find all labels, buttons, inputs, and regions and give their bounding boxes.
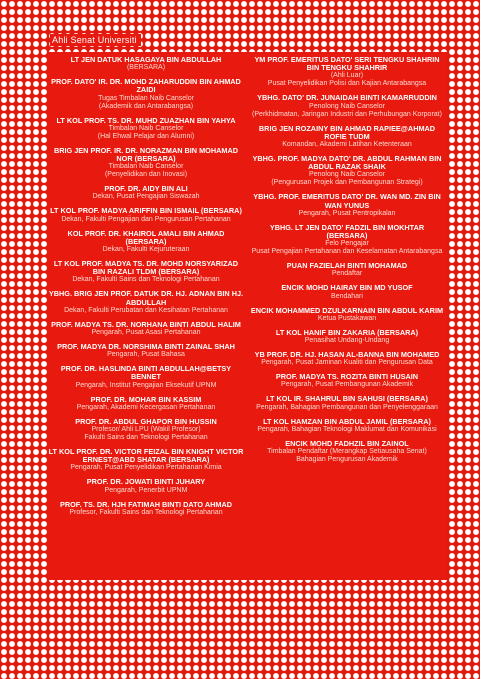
member-role: Komandan, Akademi Latihan Ketenteraan xyxy=(282,141,412,149)
member-role: Felo Pengajar xyxy=(325,240,369,248)
member-name: YBHG. PROF. MADYA DATO' DR. ABDUL RAHMAN BIN ABDUL RAZAK SHAIK xyxy=(252,154,442,172)
member-role: Pengarah, Pusat Penyelidikan Pertahanan Kimia xyxy=(70,464,222,472)
member-entry xyxy=(48,478,244,494)
member-name: PROF. MADYA DR. NORSHIMA BINTI ZAINAL SHAH xyxy=(57,342,235,352)
member-role: Pengarah, Penerbit UPNM xyxy=(104,486,188,494)
member-entry xyxy=(249,193,445,217)
member-entry xyxy=(48,343,244,359)
member-name: YBHG. LT JEN DATO' FADZIL BIN MOKHTAR (BERSARA) xyxy=(269,222,425,241)
member-role: (Pengurusan Projek dan Pembangunan Strategi) xyxy=(271,179,423,187)
member-name: LT KOL PROF. TS. DR. MUHD ZUAZHAN BIN YAHYA xyxy=(56,115,236,125)
member-entry xyxy=(48,230,244,254)
member-entry xyxy=(48,56,244,72)
member-name: YBHG. DATO' DR. JUNAIDAH BINTI KAMARRUDDIN xyxy=(257,93,437,103)
right-column xyxy=(249,56,445,470)
member-role: (Perkhidmatan, Jaringan Industri dan Perhubungan Korporat) xyxy=(252,110,442,118)
member-entry xyxy=(48,290,244,314)
member-name: PROF. DR. MOHAR BIN KASSIM xyxy=(90,394,202,404)
member-role: (Akademik dan Antarabangsa) xyxy=(98,102,194,110)
left-column xyxy=(48,56,244,523)
member-entry xyxy=(249,351,445,367)
member-role: Timbalan Naib Canselor xyxy=(108,124,184,132)
member-role: Pengarah, Institut Pengajian Eksekutif UPNM xyxy=(75,381,217,389)
member-role: (Ahli Luar) xyxy=(330,72,364,80)
member-role: Pusat Penyelidikan Polisi dan Kajian Antarabangsa xyxy=(267,80,427,88)
member-name: LT KOL IR. SHAHRUL BIN SAHUSI (BERSARA) xyxy=(266,394,428,404)
member-role: Ketua Pustakawan xyxy=(317,314,377,322)
member-name: ENCIK MOHAMMED DZULKARNAIN BIN ABDUL KARIM xyxy=(250,305,444,315)
member-role: Penasihat Undang-Undang xyxy=(304,337,390,345)
member-entry xyxy=(48,396,244,412)
member-name: PROF. DR. HASLINDA BINTI ABDULLAH@BETSY BENNET xyxy=(60,364,232,382)
member-name: LT JEN DATUK HASAGAYA BIN ABDULLAH xyxy=(70,55,222,64)
member-name: LT KOL PROF. MADYA ARIFFIN BIN ISMAIL (BERSARA) xyxy=(50,206,242,216)
member-entry xyxy=(48,260,244,284)
member-entry xyxy=(249,395,445,411)
member-role: Penolong Naib Canselor xyxy=(309,102,385,110)
member-name: PROF. MADYA TS. DR. NORHANA BINTI ABDUL HALIM xyxy=(51,319,241,329)
member-role: Penolong Naib Canselor xyxy=(309,171,385,179)
member-entry xyxy=(48,185,244,201)
member-entry xyxy=(249,224,445,256)
member-name: LT KOL HAMZAN BIN ABDUL JAMIL (BERSARA) xyxy=(263,416,431,426)
member-entry xyxy=(249,284,445,300)
member-role: Pengarah, Pusat Pembangunan Akademik xyxy=(281,381,413,389)
member-entry xyxy=(249,307,445,323)
member-name: LT KOL HANIF BIN ZAKARIA (BERSARA) xyxy=(275,327,419,337)
member-role: (Hal Ehwal Pelajar dan Alumni) xyxy=(97,132,195,140)
member-entry xyxy=(48,207,244,223)
member-name: YM PROF. EMERITUS DATO' SERI TENGKU SHAHRIN BIN TENGKU SHAHRIR xyxy=(254,55,440,73)
member-entry xyxy=(48,147,244,179)
member-entry xyxy=(48,321,244,337)
member-entry xyxy=(249,155,445,187)
member-role: Pengarah, Akademi Kecergasan Pertahanan xyxy=(76,403,216,411)
member-entry xyxy=(249,56,445,88)
member-name: PROF. DR. AIDY BIN ALI xyxy=(104,184,188,194)
member-name: PUAN FAZIELAH BINTI MOHAMAD xyxy=(286,261,408,271)
member-entry xyxy=(48,448,244,472)
member-name: PROF. MADYA TS. ROZITA BINTI HUSAIN xyxy=(275,372,419,382)
member-entry xyxy=(48,418,244,442)
member-name: BRIG JEN ROZAINY BIN AHMAD RAPIEE@AHMAD ROFIE TUDM xyxy=(258,123,436,141)
member-name: KOL PROF. DR. KHAIROL AMALI BIN AHMAD (BERSARA) xyxy=(67,228,225,246)
member-entry xyxy=(48,117,244,141)
member-role: Pengarah, Pusat Asasi Pertahanan xyxy=(91,329,201,337)
member-role: Timbalan Naib Canselor xyxy=(108,163,184,171)
member-name: PROF. DR. ABDUL GHAPOR BIN HUSSIN xyxy=(75,416,217,426)
member-name: YBHG. BRIG JEN PROF. DATUK DR. HJ. ADNAN BIN HJ. ABDULLAH xyxy=(48,289,244,307)
member-role: Pendaftar xyxy=(331,270,363,278)
member-name: LT KOL PROF. MADYA TS. DR. MOHD NORSYARIZAD BIN RAZALI TLDM (BERSARA) xyxy=(53,259,239,277)
member-entry xyxy=(249,262,445,278)
member-role: Dekan, Fakulti Sains dan Teknologi Pertahanan xyxy=(72,276,220,284)
member-role: Pengarah, Bahagian Teknologi Maklumat dan Komunikasi xyxy=(257,425,437,433)
member-role: Pengarah, Pusat Pentropikalan xyxy=(298,209,396,217)
member-name: LT KOL PROF. DR. VICTOR FEIZAL BIN KNIGHT VICTOR ERNEST@ABD SHATAR (BERSARA) xyxy=(48,447,244,465)
member-entry xyxy=(249,418,445,434)
member-role: (Penyelidikan dan Inovasi) xyxy=(104,171,188,179)
member-name: ENCIK MOHD FADHZIL BIN ZAINOL xyxy=(285,438,409,448)
member-role: Bendahari xyxy=(331,292,363,300)
member-name: BRIG JEN PROF. IR. DR. NORAZMAN BIN MOHAMAD NOR (BERSARA) xyxy=(53,145,239,164)
member-name: PROF. TS. DR. HJH FATIMAH BINTI DATO AHMAD xyxy=(59,499,232,509)
member-role: Pengarah, Bahagian Pembangunan dan Penyelenggaraan xyxy=(256,403,438,411)
member-role: Dekan, Fakulti Pengajian dan Pengurusan Pertahanan xyxy=(61,215,231,223)
member-entry xyxy=(48,78,244,110)
member-entry xyxy=(249,373,445,389)
member-name: YBHG. PROF. EMERITUS DATO' DR. WAN MD. ZIN BIN WAN YUNUS xyxy=(253,192,441,210)
member-role: Bahagian Pengurusan Akademik xyxy=(296,456,398,464)
page-header: Ahli Senat Universiti xyxy=(50,34,141,46)
member-entry xyxy=(249,94,445,118)
member-role: Profesor/ Ahli LPU (Wakil Profesor) xyxy=(91,426,201,434)
member-role: Dekan, Fakulti Kejuruteraan xyxy=(102,246,190,254)
member-entry xyxy=(48,501,244,517)
member-role: Pengarah, Pusat Jaminan Kualiti dan Pengurusan Data xyxy=(261,359,433,367)
member-role: Tugas Timbalan Naib Canselor xyxy=(98,94,194,102)
member-role: Pusat Pengajian Pertahanan dan Keselamatan Antarabangsa xyxy=(251,248,443,256)
member-entry xyxy=(249,329,445,345)
member-name: PROF. DATO' IR. DR. MOHD ZAHARUDDIN BIN AHMAD ZAIDI xyxy=(51,77,241,95)
member-role: Profesor, Fakulti Sains dan Teknologi Pertahanan xyxy=(69,508,223,516)
member-role: (BERSARA) xyxy=(126,64,166,72)
member-role: Timbalan Pendaftar (Merangkap Setiausaha Senat) xyxy=(267,448,427,456)
member-name: YB PROF. DR. HJ. HASAN AL-BANNA BIN MOHAMED xyxy=(254,350,440,360)
member-role: Dekan, Pusat Pengajian Siswazah xyxy=(92,193,200,201)
member-role: Pengarah, Pusat Bahasa xyxy=(107,351,185,359)
member-role: Dekan, Fakulti Perubatan dan Kesihatan Pertahanan xyxy=(64,306,228,314)
member-entry xyxy=(249,125,445,149)
member-entry xyxy=(249,440,445,464)
member-entry xyxy=(48,365,244,389)
member-name: ENCIK MOHD HAIRAY BIN MD YUSOF xyxy=(281,283,413,293)
member-name: PROF. DR. JOWATI BINTI JUHARY xyxy=(86,477,206,487)
member-role: Fakulti Sains dan Teknologi Pertahanan xyxy=(84,434,208,442)
